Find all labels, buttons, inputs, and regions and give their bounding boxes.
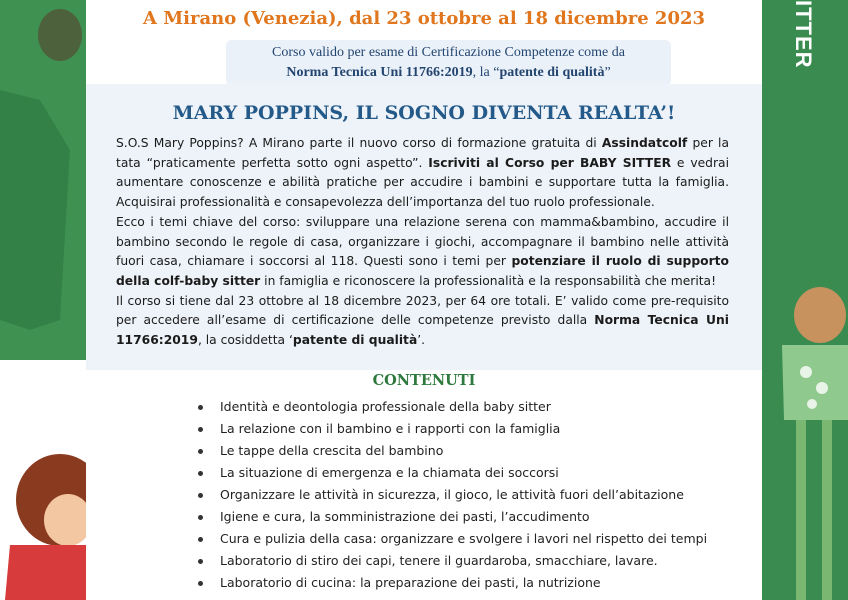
p1-text-c: e vedrai aumentare conoscenze e abilità pratiche per accudire i bambini e supportare tutta la famiglia. Acquisirai professionalità e consapevolezza dell’importanza del tuo ruolo professionale. [116,155,729,210]
mother-shirt-shape [5,545,86,600]
flyer-card [86,0,762,600]
p2-text-b: in famiglia e riconoscere la professionalità e la responsabilità che merita! [260,273,717,288]
contents-list [198,396,707,594]
contents-item: Igiene e cura, la somministrazione dei pasti, l’accudimento [198,506,707,528]
contents-item: Organizzare le attività in sicurezza, il gioco, le attività fuori dell’abitazione [198,484,707,506]
p2-bold: potenziare il ruolo di supporto della colf-baby sitter [116,254,729,288]
p1-brand: Assindatcolf [601,136,688,150]
intro-paragraph-3 [116,292,729,351]
certification-patente: patente di qualità [499,65,605,80]
p3-norm: Norma Tecnica Uni 11766:2019 [116,313,729,348]
certification-mid: , la “ [472,65,500,80]
contents-item: La situazione di emergenza e la chiamata dei soccorsi [198,462,707,484]
contents-item: Cura e pulizia della casa: organizzare e svolgere i lavori nel rispetto dei tempi [198,528,707,550]
child-dress-shape [782,345,848,420]
left-illustration [0,0,86,600]
intro-paragraph-1 [116,134,729,213]
main-title: MARY POPPINS, IL SOGNO DIVENTA REALTA’! [172,102,676,124]
p1-cta: Iscriviti al Corso per BABY SITTER [428,155,672,170]
p1-text-b: per la tata “praticamente perfetta sotto ogni aspetto”. [116,136,729,170]
certification-line1: Corso valido per esame di Certificazione Competenze come da [272,45,625,60]
intro-text [116,134,729,351]
contents-item: Laboratorio di stiro dei capi, tenere il guardaroba, smacchiare, lavare. [198,550,707,572]
contents-item: Laboratorio di cucina: la preparazione dei pasti, la nutrizione [198,572,707,594]
contents-item: La relazione con il bambino e i rapporti con la famiglia [198,418,707,440]
course-date-heading: A Mirano (Venezia), dal 23 ottobre al 18 dicembre 2023 [142,8,706,29]
p3-text-c: ’. [417,333,426,348]
contents-item: Identità e deontologia professionale della baby sitter [198,396,707,418]
p3-text-a: Il corso si tiene dal 23 ottobre al 18 dicembre 2023, per 64 ore totali. E’ valido come pre-requisito per accedere all’esame di certificazione delle competenze previsto dalla [116,293,729,328]
figure-head-shape [38,9,82,61]
certification-end: ” [604,65,611,80]
child-head-shape [794,287,846,343]
p3-text-b: , la cosiddetta ‘ [197,333,293,348]
certification-norm: Norma Tecnica Uni 11766:2019 [286,65,473,80]
p1-text-a: S.O.S Mary Poppins? A Mirano parte il nuovo corso di formazione gratuita di [116,136,602,150]
p2-text-a: Ecco i temi chiave del corso: sviluppare una relazione serena con mamma&bambino, accudire il bambino secondo le regole di casa, organizzare i giochi, accompagnare il bambino nelle attività fuori casa, chiamare i soccorsi al 118. Questi sono i temi per [116,214,729,269]
certification-line2 [226,63,671,83]
contents-item: Le tappe della crescita del bambino [198,440,707,462]
certification-box [226,40,671,86]
side-title: ITTER [791,0,816,69]
contents-title: CONTENUTI [372,372,476,389]
right-illustration [762,0,848,600]
p3-patente: patente di qualità [292,333,418,348]
intro-paragraph-2 [116,213,729,292]
